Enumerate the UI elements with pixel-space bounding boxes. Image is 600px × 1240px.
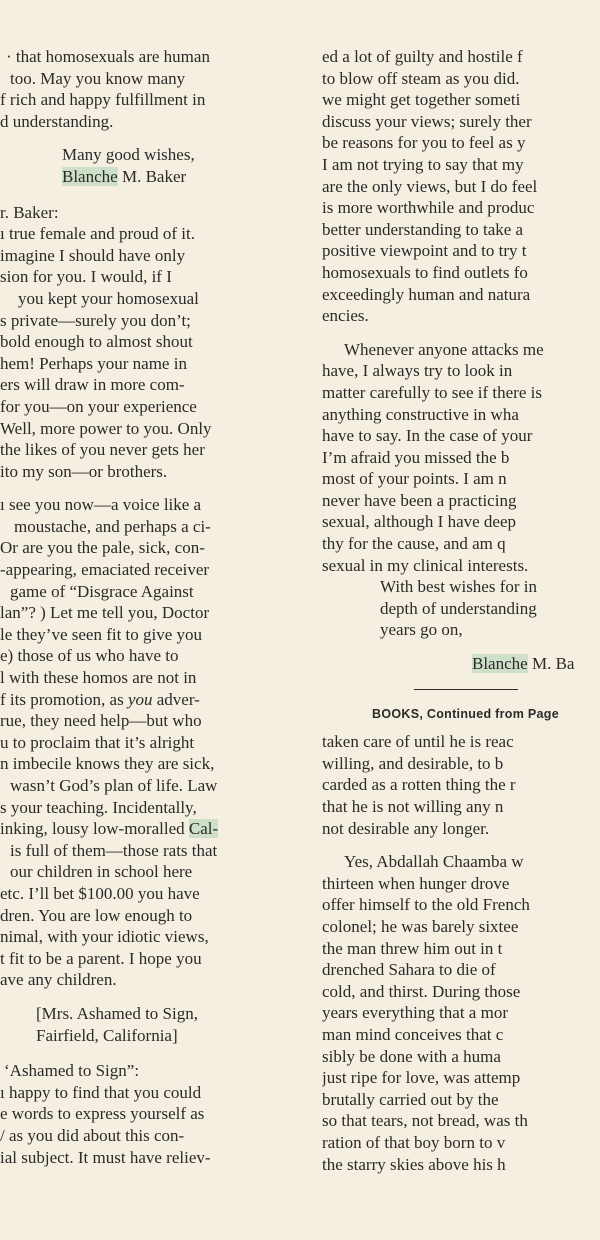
text-line: l with these homos are not in bbox=[0, 668, 197, 688]
text-line: sibly be done with a huma bbox=[322, 1046, 501, 1066]
text-line: discuss your views; surely ther bbox=[322, 111, 532, 131]
text-line: n imbecile knows they are sick, bbox=[0, 754, 215, 774]
text-line: sexual in my clinical interests. bbox=[322, 555, 529, 575]
text-line: wasn’t God’s plan of life. Law bbox=[10, 776, 218, 795]
text-line: matter carefully to see if there is bbox=[322, 382, 542, 402]
text-line: Well, more power to you. Only bbox=[0, 418, 212, 438]
text-line: lan”? ) Let me tell you, Doctor bbox=[0, 603, 210, 623]
text-line: anything constructive in wha bbox=[322, 404, 519, 424]
text-line: so that tears, not bread, was th bbox=[322, 1111, 528, 1131]
text-line: u to proclaim that it’s alright bbox=[0, 732, 195, 752]
text-line: just ripe for love, was attemp bbox=[322, 1068, 521, 1088]
text-line: be reasons for you to feel as y bbox=[322, 133, 526, 153]
text-line: etc. I’ll bet $100.00 you have bbox=[0, 883, 200, 903]
text-line: our children in school here bbox=[10, 862, 193, 882]
right-column bbox=[322, 46, 600, 1175]
text-line: le they’ve seen fit to give you bbox=[0, 624, 203, 644]
section-divider bbox=[414, 689, 518, 690]
text-line: sexual, although I have deep bbox=[322, 512, 517, 532]
text-line: too. May you know many bbox=[10, 68, 186, 88]
text-line: Yes, Abdallah Chaamba w bbox=[344, 852, 524, 872]
salutation: r. Baker: bbox=[0, 202, 59, 222]
text-line: to blow off steam as you did. bbox=[322, 68, 520, 88]
text-line: thy for the cause, and am q bbox=[322, 534, 506, 554]
text-line: ı happy to find that you could bbox=[0, 1082, 202, 1102]
closing-line: years go on, bbox=[380, 620, 463, 640]
text-line: bold enough to almost shout bbox=[0, 332, 193, 352]
text-line: -appearing, emaciated receiver bbox=[0, 560, 210, 580]
left-column bbox=[0, 46, 292, 1168]
text-line: nimal, with your idiotic views, bbox=[0, 927, 209, 947]
text-line: ave any children. bbox=[0, 970, 117, 990]
text-line: · that homosexuals are human bbox=[6, 47, 210, 66]
text-line: years everything that a mor bbox=[322, 1003, 508, 1023]
text-line: is full of them—those rats that bbox=[10, 840, 218, 860]
text-line: carded as a rotten thing the r bbox=[322, 775, 516, 795]
text-line: ial subject. It must have reliev- bbox=[0, 1147, 211, 1167]
text-line: s private—surely you don’t; bbox=[0, 310, 191, 330]
text-line: / as you did about this con- bbox=[0, 1125, 185, 1145]
text-line: the man threw him out in t bbox=[322, 938, 503, 958]
highlighted-name: Blanche bbox=[62, 166, 118, 186]
signature-anonymous: [Mrs. Ashamed to Sign, bbox=[36, 1003, 198, 1023]
text-line: moustache, and perhaps a ci- bbox=[14, 516, 211, 536]
salutation: ‘Ashamed to Sign”: bbox=[4, 1061, 140, 1081]
text-line: have, I always try to look in bbox=[322, 361, 513, 381]
text-line: dren. You are low enough to bbox=[0, 905, 193, 925]
text-line: not desirable any longer. bbox=[322, 818, 490, 838]
text-line: s your teaching. Incidentally, bbox=[0, 797, 197, 817]
text-line: positive viewpoint and to try t bbox=[322, 241, 527, 261]
text-line: game of “Disgrace Against bbox=[10, 581, 194, 601]
closing-line: depth of understanding bbox=[380, 598, 537, 618]
highlighted-word: Cal- bbox=[188, 819, 219, 839]
text-line: ers will draw in more com- bbox=[0, 375, 185, 395]
closing-line: With best wishes for in bbox=[380, 577, 538, 597]
text-line: the likes of you never gets her bbox=[0, 440, 205, 460]
text-line: imagine I should have only bbox=[0, 245, 186, 265]
text-line: ı true female and proud of it. bbox=[0, 224, 195, 244]
text-line: Whenever anyone attacks me bbox=[344, 339, 544, 359]
right-paragraph-4 bbox=[322, 851, 600, 1175]
text-line: that he is not willing any n bbox=[322, 797, 504, 816]
section-header: BOOKS, Continued from Page bbox=[372, 706, 559, 721]
text-line: for you—on your experience bbox=[0, 396, 197, 416]
text-line: rue, they need help—but who bbox=[0, 711, 202, 731]
text-line: cold, and thirst. During those bbox=[322, 981, 521, 1001]
right-paragraph-1 bbox=[322, 46, 600, 327]
text-line: Or are you the pale, sick, con- bbox=[0, 538, 205, 558]
text-line: I am not trying to say that my bbox=[322, 154, 524, 174]
text-line: you kept your homosexual bbox=[18, 288, 199, 308]
text-line: ito my son—or brothers. bbox=[0, 461, 168, 481]
text-line: most of your points. I am n bbox=[322, 469, 507, 489]
text-line: ed a lot of guilty and hostile f bbox=[322, 47, 523, 66]
left-paragraph-4 bbox=[0, 1060, 292, 1168]
signature-greeting: Many good wishes, bbox=[62, 145, 195, 165]
emphasis: you bbox=[127, 689, 153, 709]
signature-location: Fairfield, California] bbox=[36, 1025, 178, 1045]
text-line: exceedingly human and natura bbox=[322, 284, 531, 304]
text-line: thirteen when hunger drove bbox=[322, 873, 510, 893]
text-line: never have been a practicing bbox=[322, 490, 517, 510]
right-paragraph-2 bbox=[322, 339, 600, 577]
right-paragraph-3 bbox=[322, 731, 600, 839]
text-line: sion for you. I would, if I bbox=[0, 267, 172, 287]
left-paragraph-3 bbox=[0, 494, 292, 991]
text-line: inking, lousy low-moralled Cal- bbox=[0, 819, 219, 839]
text-line: man mind conceives that c bbox=[322, 1024, 504, 1044]
left-paragraph-2 bbox=[0, 202, 292, 483]
text-line: e words to express yourself as bbox=[0, 1104, 205, 1124]
text-line: ı see you now—a voice like a bbox=[0, 495, 202, 515]
text-line: have to say. In the case of your bbox=[322, 426, 533, 446]
text-line: f rich and happy fulfillment in bbox=[0, 90, 206, 110]
left-paragraph-1 bbox=[0, 46, 292, 132]
text-line: taken care of until he is reac bbox=[322, 732, 514, 752]
text-line: d understanding. bbox=[0, 111, 114, 131]
text-line: homosexuals to find outlets fo bbox=[322, 262, 528, 282]
signature-name: Blanche M. Baker bbox=[62, 166, 187, 186]
text-line: f its promotion, as you adver- bbox=[0, 689, 200, 709]
text-line: better understanding to take a bbox=[322, 219, 524, 239]
text-line: encies. bbox=[322, 306, 369, 326]
signature-name: Blanche M. Ba bbox=[472, 654, 575, 674]
text-line: colonel; he was barely sixtee bbox=[322, 916, 519, 936]
text-line: drenched Sahara to die of bbox=[322, 960, 496, 980]
text-line: the starry skies above his h bbox=[322, 1154, 506, 1174]
text-line: willing, and desirable, to b bbox=[322, 753, 504, 773]
text-line: hem! Perhaps your name in bbox=[0, 353, 187, 373]
text-line: ration of that boy born to v bbox=[322, 1132, 506, 1152]
highlighted-name: Blanche bbox=[472, 654, 528, 674]
text-line: brutally carried out by the bbox=[322, 1089, 499, 1109]
text-line: offer himself to the old French bbox=[322, 895, 530, 915]
text-line: we might get together someti bbox=[322, 90, 521, 110]
text-line: I’m afraid you missed the b bbox=[322, 447, 510, 467]
text-line: t fit to be a parent. I hope you bbox=[0, 948, 202, 968]
text-line: are the only views, but I do feel bbox=[322, 176, 538, 196]
text-line: e) those of us who have to bbox=[0, 646, 179, 666]
text-line: is more worthwhile and produc bbox=[322, 198, 535, 218]
